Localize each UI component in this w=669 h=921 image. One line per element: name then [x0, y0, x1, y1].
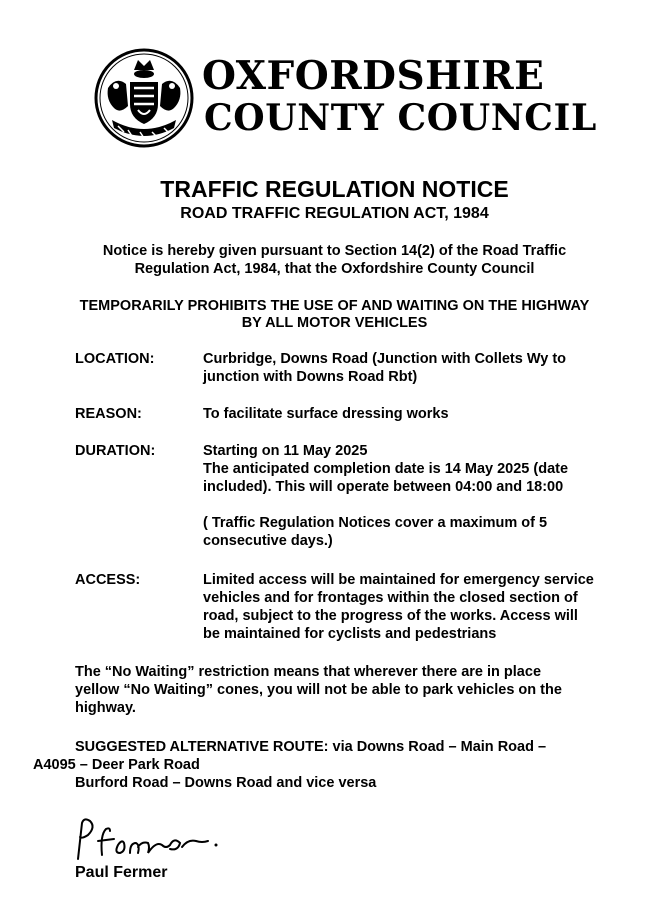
duration-spacer — [203, 496, 648, 514]
reason-value — [203, 405, 648, 423]
duration-line: included). This will operate between 04:00 and 18:00 — [203, 479, 564, 495]
access-line: road, subject to the progress of the works. Access will — [203, 608, 578, 624]
intro-line: Regulation Act, 1984, that the Oxfordshire County Council — [134, 261, 535, 277]
county-crest-icon — [94, 48, 194, 148]
handwritten-signature — [70, 815, 230, 865]
prohibition-line: TEMPORARILY PROHIBITS THE USE OF AND WAITING ON THE HIGHWAY — [79, 298, 590, 314]
notice-title: TRAFFIC REGULATION NOTICE — [160, 176, 509, 202]
organisation-name — [202, 54, 597, 138]
notice-subtitle: ROAD TRAFFIC REGULATION ACT, 1984 — [180, 205, 489, 222]
organisation-name-line1: OXFORDSHIRE — [202, 53, 545, 99]
duration-label: DURATION: — [75, 443, 156, 459]
duration-line: The anticipated completion date is 14 May 2025 (date — [203, 461, 569, 477]
access-line: Limited access will be maintained for emergency service — [203, 572, 594, 588]
no-waiting-line: highway. — [75, 700, 136, 716]
location-line: Curbridge, Downs Road (Junction with Collets Wy to — [203, 351, 567, 367]
letterhead — [94, 48, 597, 148]
duration-value — [203, 442, 648, 550]
location-value — [203, 350, 648, 386]
prohibition-line: BY ALL MOTOR VEHICLES — [241, 315, 428, 331]
prohibition-statement — [0, 298, 669, 332]
notice-intro — [0, 242, 669, 278]
alternative-route-line: A4095 – Deer Park Road — [33, 757, 200, 773]
duration-note-line: ( Traffic Regulation Notices cover a maximum of 5 — [203, 515, 548, 531]
location-line: junction with Downs Road Rbt) — [203, 369, 418, 385]
alternative-route-line: Burford Road – Downs Road and vice versa — [75, 775, 377, 791]
alternative-route-line: SUGGESTED ALTERNATIVE ROUTE: via Downs Road – Main Road – — [75, 739, 547, 755]
location-label: LOCATION: — [75, 351, 155, 367]
duration-line: Starting on 11 May 2025 — [203, 443, 368, 459]
duration-note-line: consecutive days.) — [203, 533, 333, 549]
no-waiting-paragraph — [75, 663, 635, 717]
no-waiting-line: yellow “No Waiting” cones, you will not be able to park vehicles on the — [75, 682, 562, 698]
access-line: vehicles and for frontages within the closed section of — [203, 590, 578, 606]
access-line: be maintained for cyclists and pedestrians — [203, 626, 497, 642]
signatory-name: Paul Fermer — [75, 864, 168, 881]
access-value — [203, 571, 648, 643]
no-waiting-line: The “No Waiting” restriction means that wherever there are in place — [75, 664, 542, 680]
reason-label: REASON: — [75, 406, 142, 422]
alternative-route — [0, 738, 669, 792]
reason-line: To facilitate surface dressing works — [203, 406, 449, 422]
intro-line: Notice is hereby given pursuant to Section 14(2) of the Road Traffic — [102, 243, 567, 259]
access-label: ACCESS: — [75, 572, 141, 588]
organisation-name-line2: COUNTY COUNCIL — [204, 97, 597, 139]
